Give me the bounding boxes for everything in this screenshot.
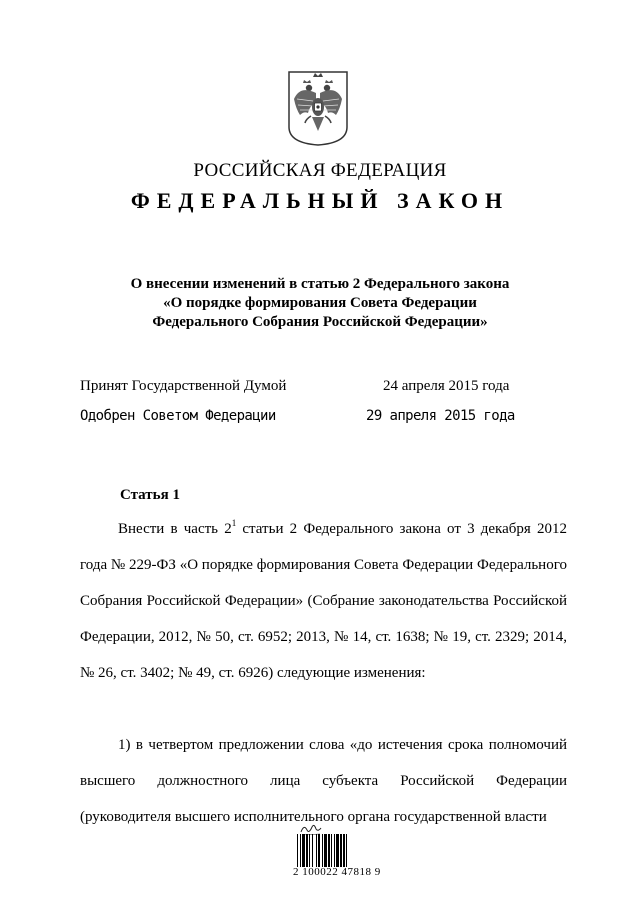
paragraph-text: статьи 2 Федерального закона от 3 декабря 2012 года № 229-ФЗ «О порядке формирования Совета Федерации Федерального Собрания Российской Федерации» (Собрание законодательства Российской Федерации, 2012, № 50, ст. 6952; 2013, № 14, ст. 1638; № 19, ст. 2329; 2014, № 26, ст. 3402; № 49, ст. 6926) следующие изменения: [80, 521, 567, 681]
coat-of-arms-icon [286, 69, 350, 147]
adopted-by-duma-label: Принят Государственной Думой [80, 378, 287, 394]
approved-date: 29 апреля 2015 года [366, 408, 515, 424]
law-title [60, 275, 580, 332]
article-paragraph [80, 511, 567, 691]
law-title-line: Федерального Собрания Российской Федерации» [152, 314, 488, 330]
paragraph-text: Внести в часть 2 [118, 521, 232, 537]
barcode-icon [297, 834, 369, 867]
approved-by-council-label: Одобрен Советом Федерации [80, 408, 276, 424]
article-heading: Статья 1 [120, 487, 180, 503]
law-title-line: О внесении изменений в статью 2 Федерального закона [130, 276, 510, 292]
article-paragraph: 1) в четвертом предложении слова «до истечения срока полномочий высшего должностного лица субъекта Российской Федерации (руководителя высшего исполнительного органа государственной власти [80, 737, 567, 825]
law-type-heading: ФЕДЕРАЛЬНЫЙ ЗАКОН [130, 188, 510, 213]
barcode-number: 2 100022 47818 9 [293, 866, 381, 878]
superscript: 1 [231, 518, 237, 528]
country-name: РОССИЙСКАЯ ФЕДЕРАЦИЯ [193, 160, 447, 181]
law-title-line: «О порядке формирования Совета Федерации [163, 295, 477, 311]
adopted-date: 24 апреля 2015 года [383, 378, 510, 394]
